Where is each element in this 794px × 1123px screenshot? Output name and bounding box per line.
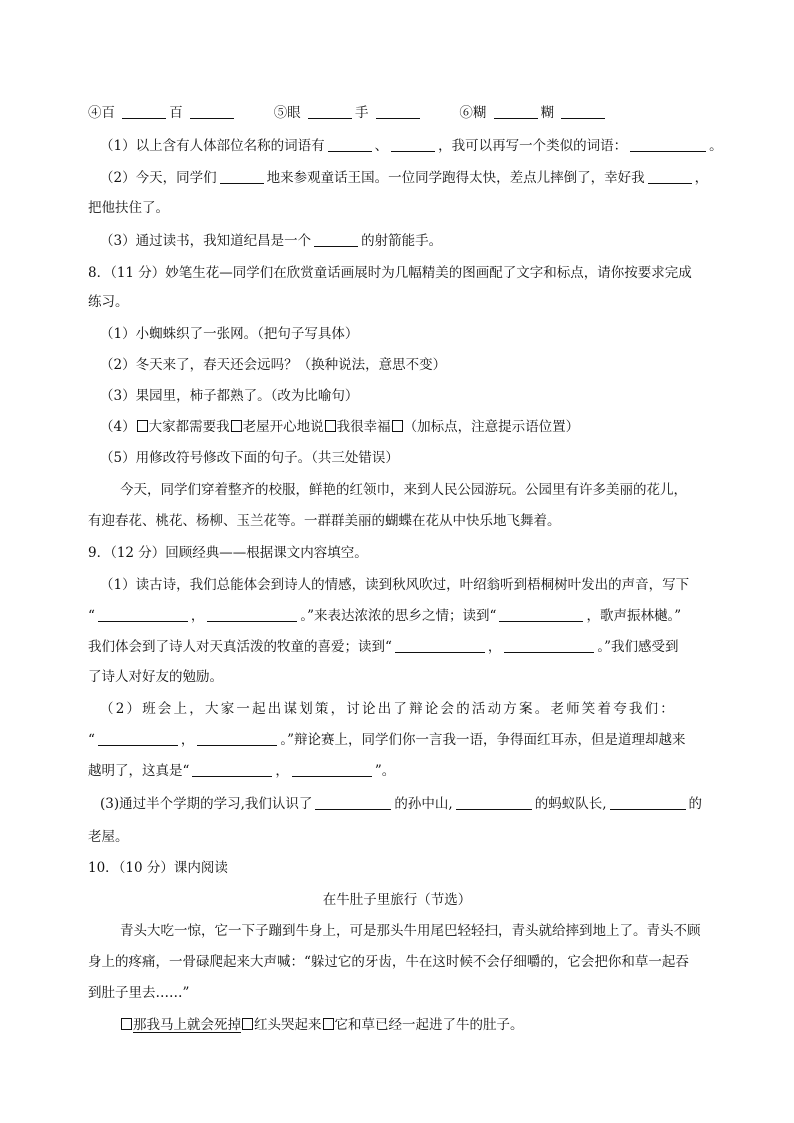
q8-sub4: （4） 大家都需要我 老屋开心地说 我很幸福 （加标点，注意提示语位置） xyxy=(100,419,580,435)
q10-heading: 10．（10 分）课内阅读 xyxy=(88,860,228,876)
blank[interactable] xyxy=(220,169,264,184)
q8-passage-line2: 有迎春花、桃花、杨柳、玉兰花等。一群群美丽的蝴蝶在花从中快乐地飞舞着。 xyxy=(88,513,561,529)
underlined-sentence: 那我马上就会死掉 xyxy=(133,1017,241,1033)
blank[interactable] xyxy=(504,638,594,653)
passage-para2: 那我马上就会死掉 红头哭起来 它和草已经一起进了牛的肚子。 xyxy=(120,1016,794,1034)
q9-sub2-line3: 越明了，这真是“ ， ”。 xyxy=(88,763,396,779)
blank[interactable] xyxy=(391,137,435,152)
blank[interactable] xyxy=(494,104,538,119)
punctuation-box[interactable] xyxy=(137,420,148,432)
q8-sub1: （1）小蜘蛛织了一张网。（把句子写具体） xyxy=(100,326,359,342)
q7-sub1: （1）以上含有人体部位名称的词语有 、 ，我可以再写一个类似的词语： 。 xyxy=(100,138,723,154)
passage-title: 在牛肚子里旅行（节选） xyxy=(322,892,472,908)
q8-sub5: （5）用修改符号修改下面的句子。（共三处错误） xyxy=(100,450,399,466)
blank[interactable] xyxy=(98,607,188,622)
passage-para1-line2: 身上的疼痛，一骨碌爬起来大声喊：“躲过它的牙齿，牛在这时候不会仔细嚼的，它会把你和草一起吞 xyxy=(88,954,689,970)
q9-sub1-line3: 我们体会到了诗人对天真活泼的牧童的喜爱；读到“ ， 。”我们感受到 xyxy=(88,639,679,655)
blank[interactable] xyxy=(308,104,352,119)
q9-sub2-line2: “ ， 。”辩论赛上，同学们你一言我一语，争得面红耳赤，但是道理却越来 xyxy=(88,732,686,748)
q7-sub2-cont: 把他扶住了。 xyxy=(88,200,169,216)
blank[interactable] xyxy=(630,137,706,152)
blank[interactable] xyxy=(314,232,358,247)
blank[interactable] xyxy=(98,731,178,746)
blank[interactable] xyxy=(190,104,234,119)
blank[interactable] xyxy=(192,762,272,777)
blank[interactable] xyxy=(328,137,372,152)
punctuation-box[interactable] xyxy=(325,420,336,432)
q8-sub2: （2）冬天来了，春天还会远吗？（换种说法，意思不变） xyxy=(100,357,447,373)
passage-para1-line3: 到肚子里去……” xyxy=(88,985,190,1001)
blank[interactable] xyxy=(376,104,420,119)
q9-heading: 9．（12 分）回顾经典——根据课文内容填空。 xyxy=(88,545,368,561)
punctuation-box[interactable] xyxy=(242,1018,253,1030)
word-c: ⑥糊 xyxy=(459,105,487,121)
blank[interactable] xyxy=(207,607,297,622)
punctuation-box[interactable] xyxy=(121,1018,132,1030)
blank[interactable] xyxy=(648,169,692,184)
passage-para1-line1: 青头大吃一惊，它一下子蹦到牛身上，可是那头牛用尾巴轻轻扫，青头就给摔到地上了。青头不顾 xyxy=(120,923,701,939)
blank[interactable] xyxy=(610,795,686,810)
q8-passage-line1: 今天，同学们穿着整齐的校服，鲜艳的红领巾，来到人民公园游玩。公园里有许多美丽的花儿， xyxy=(120,482,687,498)
q9-sub1-line2: “ ， 。”来表达浓浓的思乡之情；读到“ ，歌声振林樾。” xyxy=(88,608,682,624)
q9-sub3-line1: (3)通过半个学期的学习,我们认识了 的孙中山, 的蚂蚁队长, 的 xyxy=(100,796,703,812)
blank[interactable] xyxy=(561,104,605,119)
q7-words-line: ④百 百 ⑤眼 手 ⑥糊 糊 xyxy=(88,104,794,122)
blank[interactable] xyxy=(292,762,372,777)
q7-sub3: （3）通过读书，我知道纪昌是一个 的射箭能手。 xyxy=(100,233,443,249)
blank[interactable] xyxy=(122,104,166,119)
q8-heading-cont: 练习。 xyxy=(88,294,129,310)
punctuation-box[interactable] xyxy=(323,1018,334,1030)
q9-sub2-line1: （2）班会上，大家一起出谋划策，讨论出了辩论会的活动方案。老师笑着夸我们： xyxy=(100,701,676,717)
punctuation-box[interactable] xyxy=(392,420,403,432)
blank[interactable] xyxy=(456,795,532,810)
blank[interactable] xyxy=(197,731,277,746)
blank[interactable] xyxy=(395,638,485,653)
word-b: ⑤眼 xyxy=(273,105,301,121)
word-a: ④百 xyxy=(88,105,115,121)
q7-sub2: （2）今天，同学们 地来参观童话王国。一位同学跑得太快，差点儿摔倒了，幸好我 ， xyxy=(100,170,709,186)
q9-sub1-line1: （1）读古诗，我们总能体会到诗人的情感，读到秋风吹过，叶绍翁听到梧桐树叶发出的声音，写下 xyxy=(100,577,690,593)
punctuation-box[interactable] xyxy=(231,420,242,432)
blank[interactable] xyxy=(315,795,391,810)
q8-sub3: （3）果园里，柿子都熟了。（改为比喻句） xyxy=(100,388,359,404)
q9-sub3-line2: 老屋。 xyxy=(88,829,129,845)
q8-heading: 8．（11 分）妙笔生花—同学们在欣赏童话画展时为几幅精美的图画配了文字和标点，请你按要求完成 xyxy=(88,265,692,281)
q9-sub1-line4: 了诗人对好友的勉励。 xyxy=(88,669,223,685)
blank[interactable] xyxy=(499,607,583,622)
